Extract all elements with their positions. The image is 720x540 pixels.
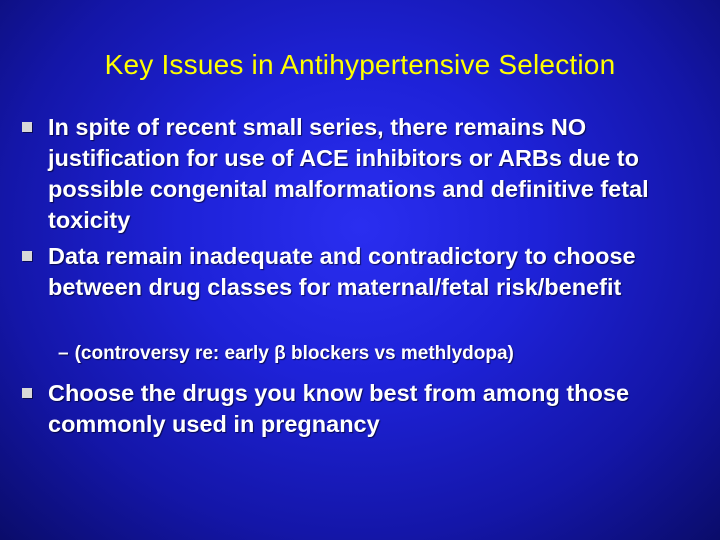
bullet-item-1 <box>22 112 702 236</box>
square-bullet-icon <box>22 388 32 398</box>
bullet-text: Choose the drugs you know best from among those commonly used in pregnancy <box>48 380 630 437</box>
sub-bullet-text: (controversy re: early β blockers vs methlydopa) <box>74 343 514 364</box>
bullet-item-3 <box>22 378 702 440</box>
square-bullet-icon <box>22 122 32 132</box>
slide-title: Key Issues in Antihypertensive Selection <box>104 49 616 80</box>
bullet-text: Data remain inadequate and contradictory to choose between drug classes for maternal/fetal risk/benefit <box>48 243 636 300</box>
square-bullet-icon <box>22 251 32 261</box>
sub-bullet-item <box>58 342 698 366</box>
bullet-text: In spite of recent small series, there remains NO justification for use of ACE inhibitors or ARBs due to possible congenital malformations and definitive fetal toxicity <box>48 114 649 233</box>
dash-marker: – <box>58 343 69 364</box>
bullet-item-2 <box>22 241 702 303</box>
